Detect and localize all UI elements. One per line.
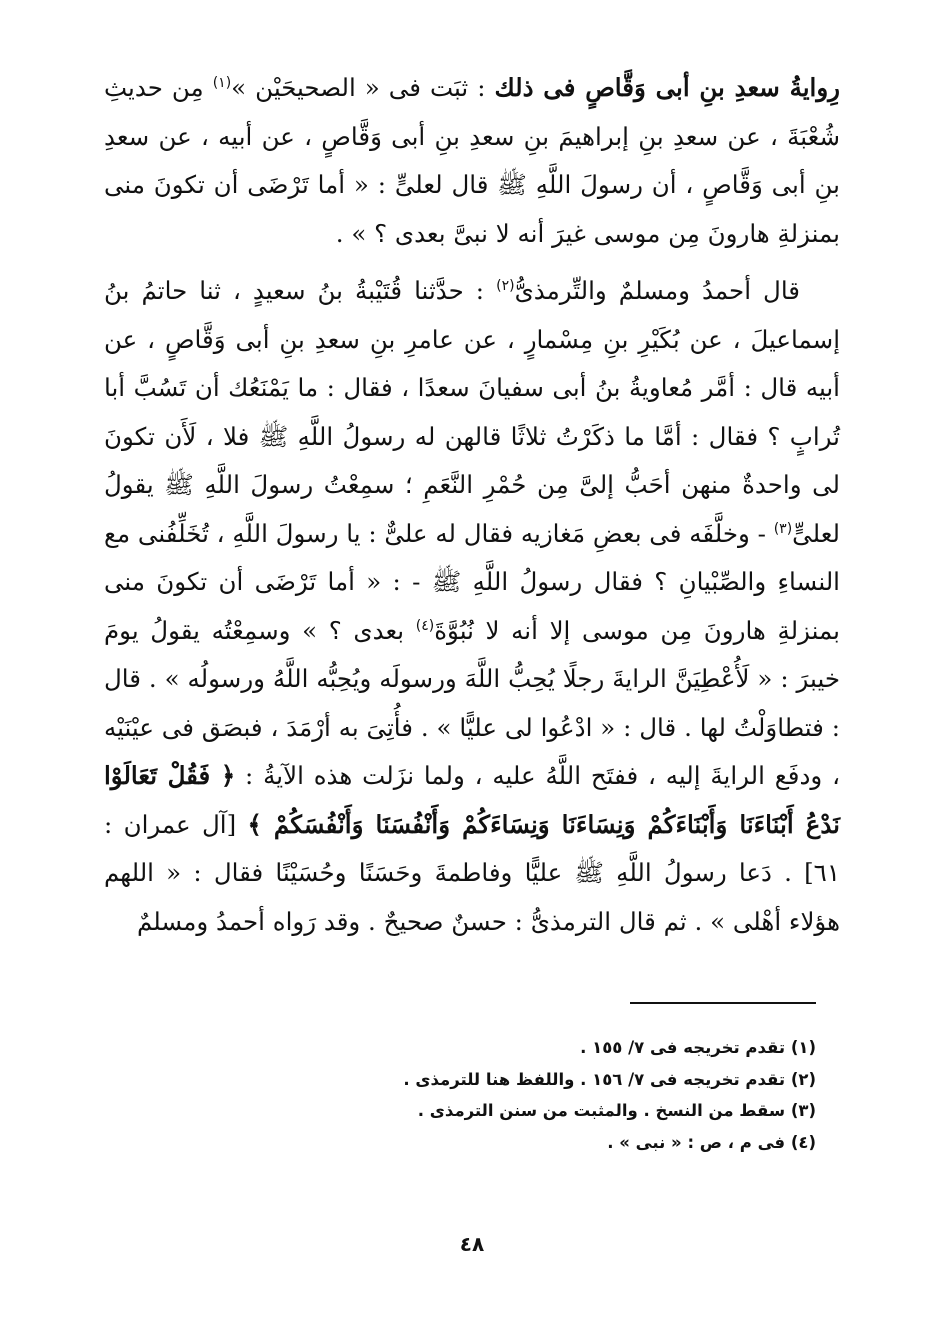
paragraph-1-text-b: مِن حديثِ شُعْبَةَ ، عن سعدِ بنِ إبراهيمَ بنِ سعدِ بنِ أبى وَقَّاصٍ ، عن أبيه ، عن سعدِ بنِ أبى وَقَّاصٍ ، أن رسولَ اللَّهِ ﷺ قال لعلىٍّ : « أما تَرْضَى أن تكونَ منى بمنزلةِ هارونَ مِن موسى غيرَ أنه لا نبىَّ بعدى ؟ » . [104, 73, 840, 248]
footnote-1: (١) تقدم تخريجه فى ٧/ ١٥٥ . [580, 1038, 816, 1057]
page-number: ٤٨ [459, 1232, 485, 1256]
footnote-ref-3: (٣) [773, 520, 793, 537]
paragraph-1-text-a: : ثبَت فى « الصحيحَيْن » [231, 73, 495, 102]
paragraph-2-text-c: - وخلَّفَه فى بعضِ مَغازيه فقال له علىٌّ : يا رسولَ اللَّهِ ، تُخَلِّفُنى مع النساءِ والصِّبْيانِ ؟ فقال رسولُ اللَّهِ ﷺ - : « أما تَرْضَى أن تكونَ منى بمنزلةِ هارونَ مِن موسى إلا أنه لا نُبُوَّةَ [103, 518, 840, 645]
paragraph-2-text-d: بعدى ؟ » وسمِعْتُه يقولُ يومَ خيبرَ : « لَأُعْطِيَنَّ الرايةَ رجلًا يُحِبُّ اللَّهَ ورسولَه ويُحِبُّه اللَّهُ ورسولُه » . قال : فتطاوَلْتُ لها . قال : « ادْعُوا لى عليًّا » . فأُتِىَ به أرْمَدَ ، فبصَق فى عيْنَيْه ، ودفَع الرايةَ إليه ، ففتَح اللَّهُ عليه ، ولما نزَلت هذه الآيةُ : [104, 615, 841, 790]
footnote-ref-2: (٢) [496, 277, 515, 294]
main-text [104, 64, 840, 946]
paragraph-2-text-b: : حدَّثنا قُتَيْبةُ بنُ سعيدٍ ، ثنا حاتمُ بنُ إسماعيلَ ، عن بُكَيْرِ بنِ مِسْمارٍ ، عن عامرِ بنِ سعدِ بنِ أبى وَقَّاصٍ ، عن أبيه قال : أمَّر مُعاويةُ بنُ أبى سفيانَ سعدًا ، فقال : ما يَمْنَعُك أن تَسُبَّ أبا تُرابٍ ؟ فقال : أمَّا ما ذكَرْتُ ثلاثًا قالهن له رسولُ اللَّهِ ﷺ فلا ، لَأَن تكونَ لى واحدةٌ منهن أحَبُّ إلىَّ مِن حُمْرِ النَّعَمِ ؛ سمِعْتُ رسولَ اللَّهِ ﷺ يقولُ لعلىٍّ [104, 276, 840, 548]
footnote-3: (٣) سقط من النسخ . والمثبت من سنن الترمذى . [417, 1101, 816, 1120]
paragraph-1 [104, 64, 840, 258]
footnotes [104, 1032, 816, 1158]
footnote-2: (٢) تقدم تخريجه فى ٧/ ١٥٦ . واللفظ هنا للترمذى . [403, 1069, 816, 1089]
section-heading: رِوايةُ سعدِ بنِ أبى وَقَّاصٍ فى ذلك [494, 73, 841, 102]
footnote-ref-1: (١) [212, 74, 232, 91]
footnote-ref-4: (٤) [415, 617, 435, 634]
paragraph-2-text-e: [آل عمران : ٦١] . دَعا رسولُ اللَّهِ ﷺ عليًّا وفاطمةَ وحَسَنًا وحُسَيْنًا فقال : « اللهم هؤلاء أهْلى » . ثم قال الترمذىُّ : حسنٌ صحيحٌ . وقد رَواه أحمدُ ومسلمٌ [104, 809, 840, 936]
footnote-4: (٤) فى م ، ص : « نبى » . [607, 1132, 816, 1152]
paragraph-2-text-a: قال أحمدُ ومسلمٌ والتِّرمذىُّ [514, 276, 801, 305]
quran-verse: ﴿ فَقُلْ تَعَالَوْا نَدْعُ أَبْنَاءَنَا وَأَبْنَاءَكُمْ وَنِسَاءَنَا وَنِسَاءَكُمْ وَأَنْفُسَنَا وَأَنْفُسَكُمْ ﴾ [104, 761, 840, 839]
footnote-divider [630, 1002, 816, 1004]
paragraph-2 [104, 267, 840, 946]
